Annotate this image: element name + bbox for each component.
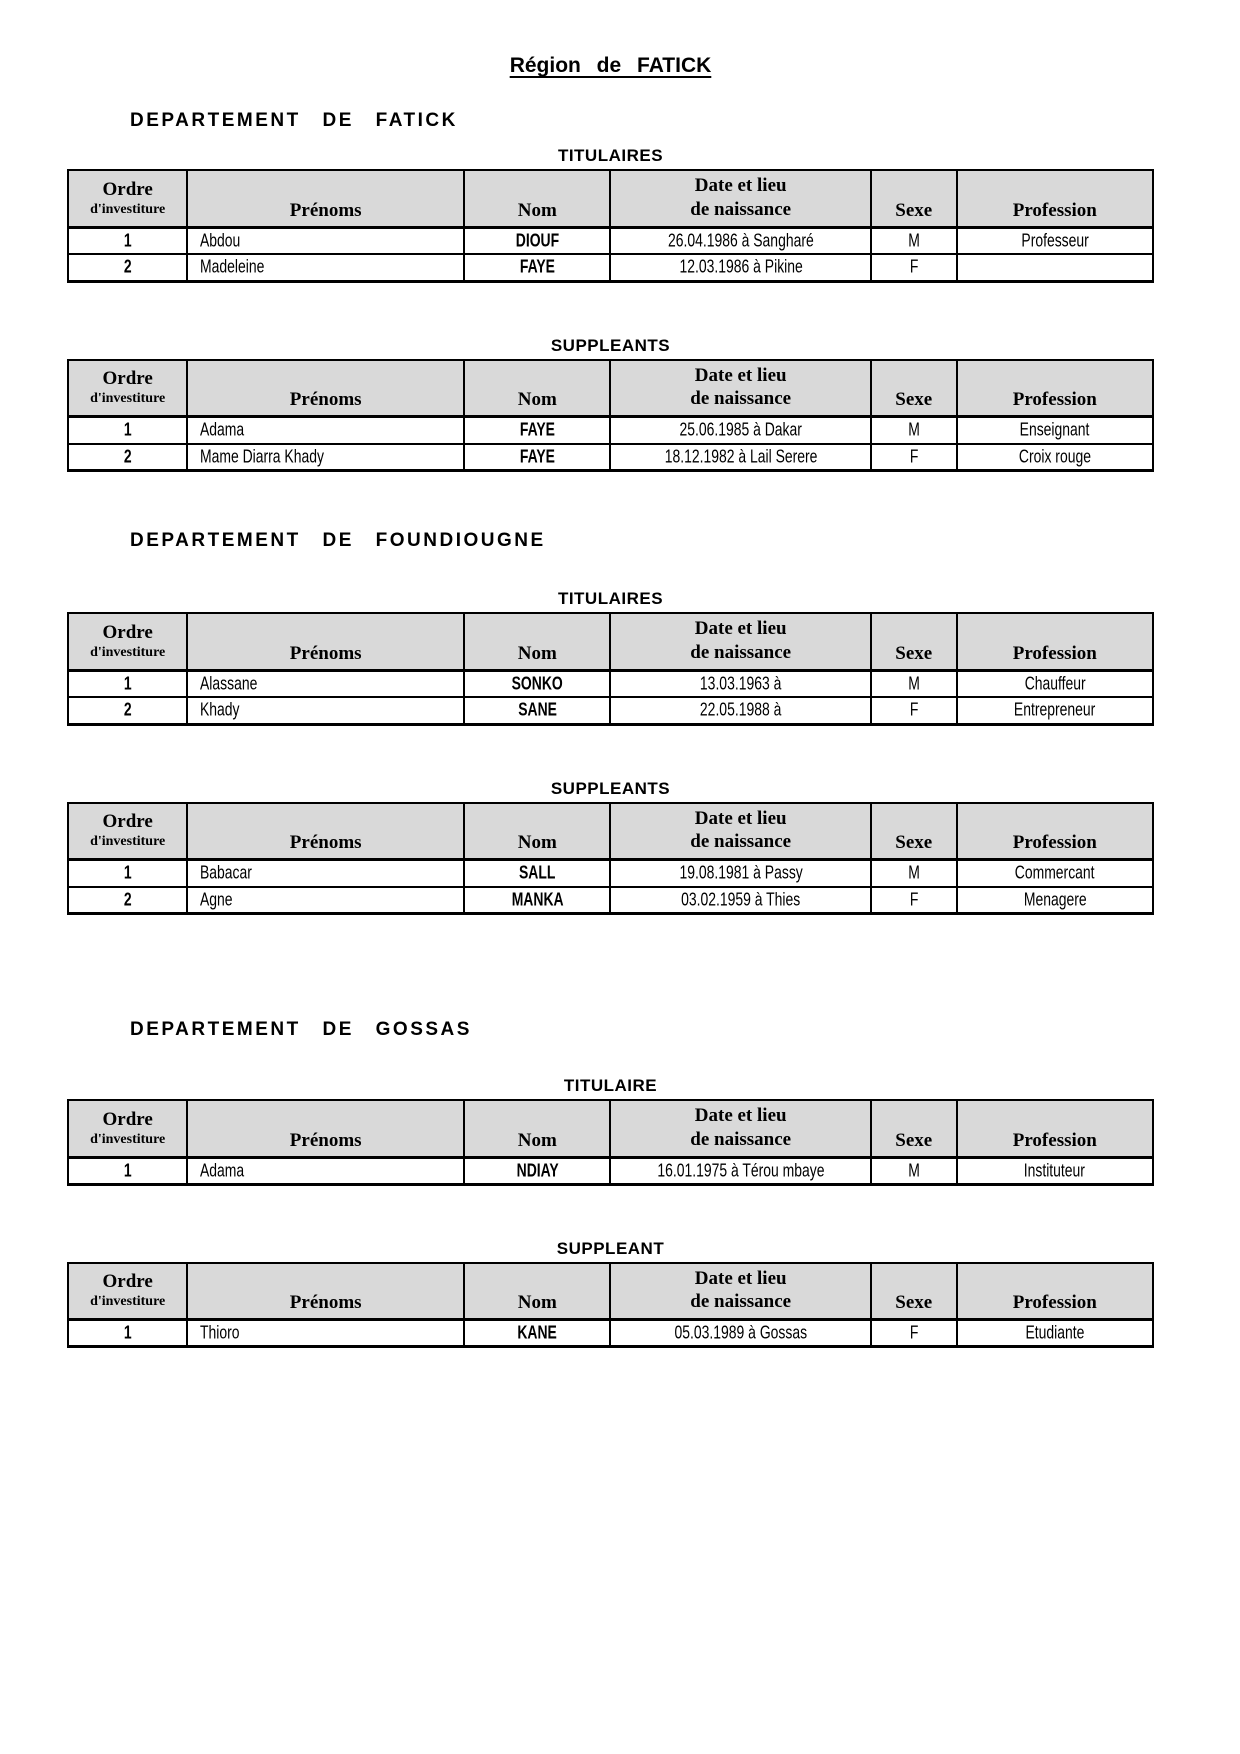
table-row <box>68 1320 1153 1347</box>
cell-sexe <box>871 860 957 887</box>
col-header-sexe: Sexe <box>871 613 957 670</box>
cell-sexe-text: F <box>909 1322 918 1343</box>
cell-nom <box>464 670 610 697</box>
cell-ordre-text: 1 <box>123 862 132 883</box>
cell-naissance-text: 25.06.1985 à Dakar <box>679 419 802 440</box>
table-row <box>68 227 1153 254</box>
cell-prenoms-text: Agne <box>200 888 233 910</box>
col-header-naissance <box>610 170 870 227</box>
roster-table <box>67 612 1154 726</box>
cell-profession <box>957 670 1153 697</box>
cell-prenoms-text: Thioro <box>200 1322 240 1343</box>
cell-naissance <box>610 417 870 444</box>
col-header-sexe: Sexe <box>871 803 957 860</box>
col-header-ordre-line2: d'investiture <box>90 391 166 407</box>
col-header-prenoms: Prénoms <box>187 613 464 670</box>
cell-nom <box>464 697 610 724</box>
cell-profession-text: Instituteur <box>1024 1159 1086 1181</box>
department-heading: DEPARTEMENT DE GOSSAS <box>130 1019 472 1040</box>
cell-ordre-text: 1 <box>123 672 132 694</box>
table-row <box>68 887 1153 914</box>
col-header-ordre-line1: Ordre <box>102 178 153 200</box>
col-header-prenoms: Prénoms <box>187 360 464 417</box>
cell-ordre-text: 1 <box>123 1159 132 1181</box>
cell-ordre-text: 1 <box>123 229 132 251</box>
cell-prenoms <box>187 227 464 254</box>
table-block <box>67 589 1154 726</box>
cell-profession <box>957 887 1153 914</box>
cell-prenoms <box>187 417 464 444</box>
cell-prenoms-text: Abdou <box>200 229 241 251</box>
cell-naissance-text: 05.03.1989 à Gossas <box>674 1322 807 1343</box>
cell-prenoms-text: Mame Diarra Khady <box>200 445 325 467</box>
table-body <box>68 1157 1153 1184</box>
table-row <box>68 697 1153 724</box>
col-header-naissance <box>610 1100 870 1157</box>
cell-nom <box>464 444 610 471</box>
table-row <box>68 860 1153 887</box>
cell-prenoms-text: Alassane <box>200 672 258 694</box>
department-heading: DEPARTEMENT DE FATICK <box>130 110 458 131</box>
cell-ordre-text: 1 <box>123 1322 132 1343</box>
header-row <box>68 360 1153 417</box>
roster-table <box>67 1262 1154 1349</box>
col-header-ordre <box>68 360 187 417</box>
table-block <box>67 336 1154 473</box>
col-header-ordre-line2: d'investiture <box>90 1294 166 1310</box>
cell-nom <box>464 417 610 444</box>
cell-prenoms-text: Khady <box>200 699 240 720</box>
header-row <box>68 1100 1153 1157</box>
cell-sexe-text: F <box>909 256 918 277</box>
col-header-naissance-line1: Date et lieu <box>694 807 787 829</box>
cell-naissance <box>610 1320 870 1347</box>
cell-profession <box>957 444 1153 471</box>
col-header-naissance <box>610 360 870 417</box>
cell-prenoms <box>187 887 464 914</box>
cell-profession-text: Professeur <box>1021 229 1089 251</box>
table-row <box>68 254 1153 281</box>
cell-naissance-text: 26.04.1986 à Sangharé <box>667 229 814 251</box>
col-header-nom: Nom <box>464 613 610 670</box>
table-head <box>68 170 1153 227</box>
cell-naissance-text: 22.05.1988 à <box>699 699 782 720</box>
cell-sexe <box>871 254 957 281</box>
cell-ordre-text: 1 <box>123 419 132 440</box>
cell-sexe-text: F <box>909 699 918 720</box>
col-header-sexe: Sexe <box>871 1263 957 1320</box>
col-header-profession: Profession <box>957 360 1153 417</box>
col-header-ordre-line1: Ordre <box>102 621 153 643</box>
table-head <box>68 360 1153 417</box>
cell-nom-text: SANE <box>517 699 557 720</box>
cell-prenoms-text: Madeleine <box>200 256 265 277</box>
col-header-naissance <box>610 803 870 860</box>
cell-ordre <box>68 254 187 281</box>
cell-ordre-text: 2 <box>123 445 132 467</box>
department-heading: DEPARTEMENT DE FOUNDIOUGNE <box>130 530 546 551</box>
cell-profession <box>957 227 1153 254</box>
cell-nom-text: MANKA <box>511 888 564 910</box>
col-header-naissance-line2: de naissance <box>690 1128 792 1150</box>
col-header-naissance-line1: Date et lieu <box>694 364 787 386</box>
table-head <box>68 613 1153 670</box>
col-header-naissance-line1: Date et lieu <box>694 1105 787 1126</box>
cell-naissance-text: 19.08.1981 à Passy <box>679 862 803 883</box>
cell-sexe <box>871 417 957 444</box>
col-header-profession: Profession <box>957 613 1153 670</box>
table-caption: SUPPLEANT <box>556 1238 665 1258</box>
cell-prenoms-text: Adama <box>200 1159 245 1181</box>
col-header-profession: Profession <box>957 803 1153 860</box>
col-header-ordre-line2: d'investiture <box>90 201 166 217</box>
cell-sexe <box>871 444 957 471</box>
table-body <box>68 227 1153 281</box>
col-header-profession: Profession <box>957 1263 1153 1320</box>
table-block <box>67 779 1154 916</box>
col-header-naissance-line2: de naissance <box>690 198 792 220</box>
table-caption: TITULAIRES <box>557 146 664 165</box>
cell-ordre <box>68 860 187 887</box>
cell-prenoms <box>187 444 464 471</box>
cell-ordre-text: 2 <box>123 256 132 277</box>
cell-profession-text: Enseignant <box>1019 419 1090 440</box>
cell-naissance <box>610 1157 870 1184</box>
table-row <box>68 1157 1153 1184</box>
table-head <box>68 803 1153 860</box>
cell-profession <box>957 1320 1153 1347</box>
cell-prenoms <box>187 1157 464 1184</box>
header-row <box>68 170 1153 227</box>
roster-table <box>67 802 1154 916</box>
col-header-nom: Nom <box>464 360 610 417</box>
col-header-sexe: Sexe <box>871 1100 957 1157</box>
col-header-ordre <box>68 1263 187 1320</box>
col-header-ordre-line1: Ordre <box>102 368 153 390</box>
cell-ordre <box>68 417 187 444</box>
cell-sexe-text: F <box>909 445 918 467</box>
col-header-naissance-line1: Date et lieu <box>694 618 787 639</box>
cell-prenoms <box>187 254 464 281</box>
cell-profession <box>957 417 1153 444</box>
roster-table <box>67 359 1154 473</box>
cell-nom-text: FAYE <box>519 419 555 440</box>
table-caption: SUPPLEANTS <box>550 778 671 798</box>
col-header-ordre-line1: Ordre <box>102 811 153 833</box>
cell-naissance <box>610 860 870 887</box>
cell-sexe <box>871 1157 957 1184</box>
cell-sexe <box>871 670 957 697</box>
cell-ordre <box>68 670 187 697</box>
page-title <box>67 0 1154 78</box>
col-header-naissance <box>610 1263 870 1320</box>
cell-profession <box>957 1157 1153 1184</box>
cell-naissance-text: 12.03.1986 à Pikine <box>679 256 803 277</box>
cell-sexe-text: M <box>907 672 920 694</box>
cell-nom-text: NDIAY <box>516 1159 559 1181</box>
cell-prenoms-text: Adama <box>200 419 245 440</box>
cell-ordre <box>68 1157 187 1184</box>
cell-profession-text: Etudiante <box>1025 1322 1085 1343</box>
cell-naissance-text: 03.02.1959 à Thies <box>681 888 801 910</box>
cell-profession-text: Commercant <box>1014 862 1095 883</box>
cell-profession-text: Chauffeur <box>1024 672 1086 694</box>
col-header-ordre <box>68 170 187 227</box>
department-section <box>67 530 1154 915</box>
cell-sexe-text: M <box>907 862 920 883</box>
cell-naissance-text: 18.12.1982 à Lail Serere <box>664 445 818 467</box>
department-section <box>67 110 1154 472</box>
cell-naissance-text: 16.01.1975 à Térou mbaye <box>657 1159 825 1181</box>
department-section <box>67 1019 1154 1348</box>
cell-nom-text: FAYE <box>519 445 555 467</box>
col-header-profession: Profession <box>957 1100 1153 1157</box>
cell-sexe <box>871 227 957 254</box>
cell-naissance <box>610 444 870 471</box>
cell-naissance-text: 13.03.1963 à <box>699 672 782 694</box>
col-header-ordre <box>68 613 187 670</box>
cell-nom <box>464 1320 610 1347</box>
cell-sexe <box>871 887 957 914</box>
cell-nom <box>464 254 610 281</box>
col-header-ordre-line2: d'investiture <box>90 834 166 850</box>
cell-sexe-text: F <box>909 888 918 910</box>
cell-ordre <box>68 887 187 914</box>
table-head <box>68 1263 1153 1320</box>
col-header-ordre-line2: d'investiture <box>90 644 166 660</box>
header-row <box>68 613 1153 670</box>
cell-nom <box>464 860 610 887</box>
cell-profession <box>957 254 1153 281</box>
cell-nom <box>464 1157 610 1184</box>
col-header-naissance-line2: de naissance <box>690 641 792 663</box>
header-row <box>68 803 1153 860</box>
col-header-nom: Nom <box>464 803 610 860</box>
col-header-prenoms: Prénoms <box>187 803 464 860</box>
table-block <box>67 1239 1154 1349</box>
table-body <box>68 670 1153 724</box>
cell-naissance <box>610 254 870 281</box>
cell-ordre-text: 2 <box>123 888 132 910</box>
col-header-prenoms: Prénoms <box>187 1100 464 1157</box>
cell-nom <box>464 227 610 254</box>
col-header-nom: Nom <box>464 1263 610 1320</box>
col-header-sexe: Sexe <box>871 360 957 417</box>
col-header-naissance-line1: Date et lieu <box>694 175 787 196</box>
col-header-sexe: Sexe <box>871 170 957 227</box>
table-row <box>68 417 1153 444</box>
cell-profession-text: Menagere <box>1023 888 1087 910</box>
cell-ordre <box>68 444 187 471</box>
col-header-naissance <box>610 613 870 670</box>
cell-profession <box>957 697 1153 724</box>
cell-sexe-text: M <box>907 1159 920 1181</box>
cell-sexe <box>871 697 957 724</box>
cell-sexe-text: M <box>907 419 920 440</box>
col-header-nom: Nom <box>464 1100 610 1157</box>
table-caption: SUPPLEANTS <box>550 335 671 355</box>
cell-profession-text: Croix rouge <box>1018 445 1091 467</box>
col-header-ordre <box>68 1100 187 1157</box>
table-caption: TITULAIRES <box>557 589 664 608</box>
cell-ordre-text: 2 <box>123 699 132 720</box>
cell-nom <box>464 887 610 914</box>
cell-sexe-text: M <box>907 229 920 251</box>
cell-profession <box>957 860 1153 887</box>
cell-prenoms <box>187 860 464 887</box>
cell-prenoms <box>187 1320 464 1347</box>
col-header-naissance-line1: Date et lieu <box>694 1267 787 1289</box>
page-content <box>67 0 1154 1348</box>
col-header-prenoms: Prénoms <box>187 1263 464 1320</box>
table-body <box>68 1320 1153 1347</box>
table-body <box>68 417 1153 471</box>
roster-table <box>67 169 1154 283</box>
cell-prenoms <box>187 697 464 724</box>
cell-naissance <box>610 887 870 914</box>
roster-table <box>67 1099 1154 1186</box>
cell-ordre <box>68 1320 187 1347</box>
cell-ordre <box>68 697 187 724</box>
cell-nom-text: DIOUF <box>515 229 559 251</box>
cell-prenoms <box>187 670 464 697</box>
col-header-ordre-line1: Ordre <box>102 1108 153 1130</box>
cell-prenoms-text: Babacar <box>200 862 253 883</box>
col-header-profession: Profession <box>957 170 1153 227</box>
col-header-naissance-line2: de naissance <box>690 831 792 853</box>
cell-sexe <box>871 1320 957 1347</box>
table-body <box>68 860 1153 914</box>
table-row <box>68 444 1153 471</box>
cell-naissance <box>610 670 870 697</box>
cell-naissance <box>610 227 870 254</box>
col-header-prenoms: Prénoms <box>187 170 464 227</box>
header-row <box>68 1263 1153 1320</box>
cell-ordre <box>68 227 187 254</box>
cell-profession-text: Entrepreneur <box>1014 699 1096 720</box>
table-block <box>67 1076 1154 1186</box>
col-header-ordre-line2: d'investiture <box>90 1131 166 1147</box>
col-header-nom: Nom <box>464 170 610 227</box>
col-header-naissance-line2: de naissance <box>690 1291 792 1313</box>
cell-nom-text: KANE <box>517 1322 557 1343</box>
table-head <box>68 1100 1153 1157</box>
table-caption: TITULAIRE <box>563 1076 658 1095</box>
table-block <box>67 146 1154 283</box>
col-header-ordre <box>68 803 187 860</box>
cell-nom-text: FAYE <box>519 256 555 277</box>
cell-naissance <box>610 697 870 724</box>
cell-nom-text: SALL <box>519 862 556 883</box>
cell-nom-text: SONKO <box>511 672 563 694</box>
col-header-ordre-line1: Ordre <box>102 1271 153 1293</box>
page-title-text: Région de FATICK <box>509 54 712 77</box>
table-row <box>68 670 1153 697</box>
sections-root <box>67 110 1154 1348</box>
col-header-naissance-line2: de naissance <box>690 388 792 410</box>
